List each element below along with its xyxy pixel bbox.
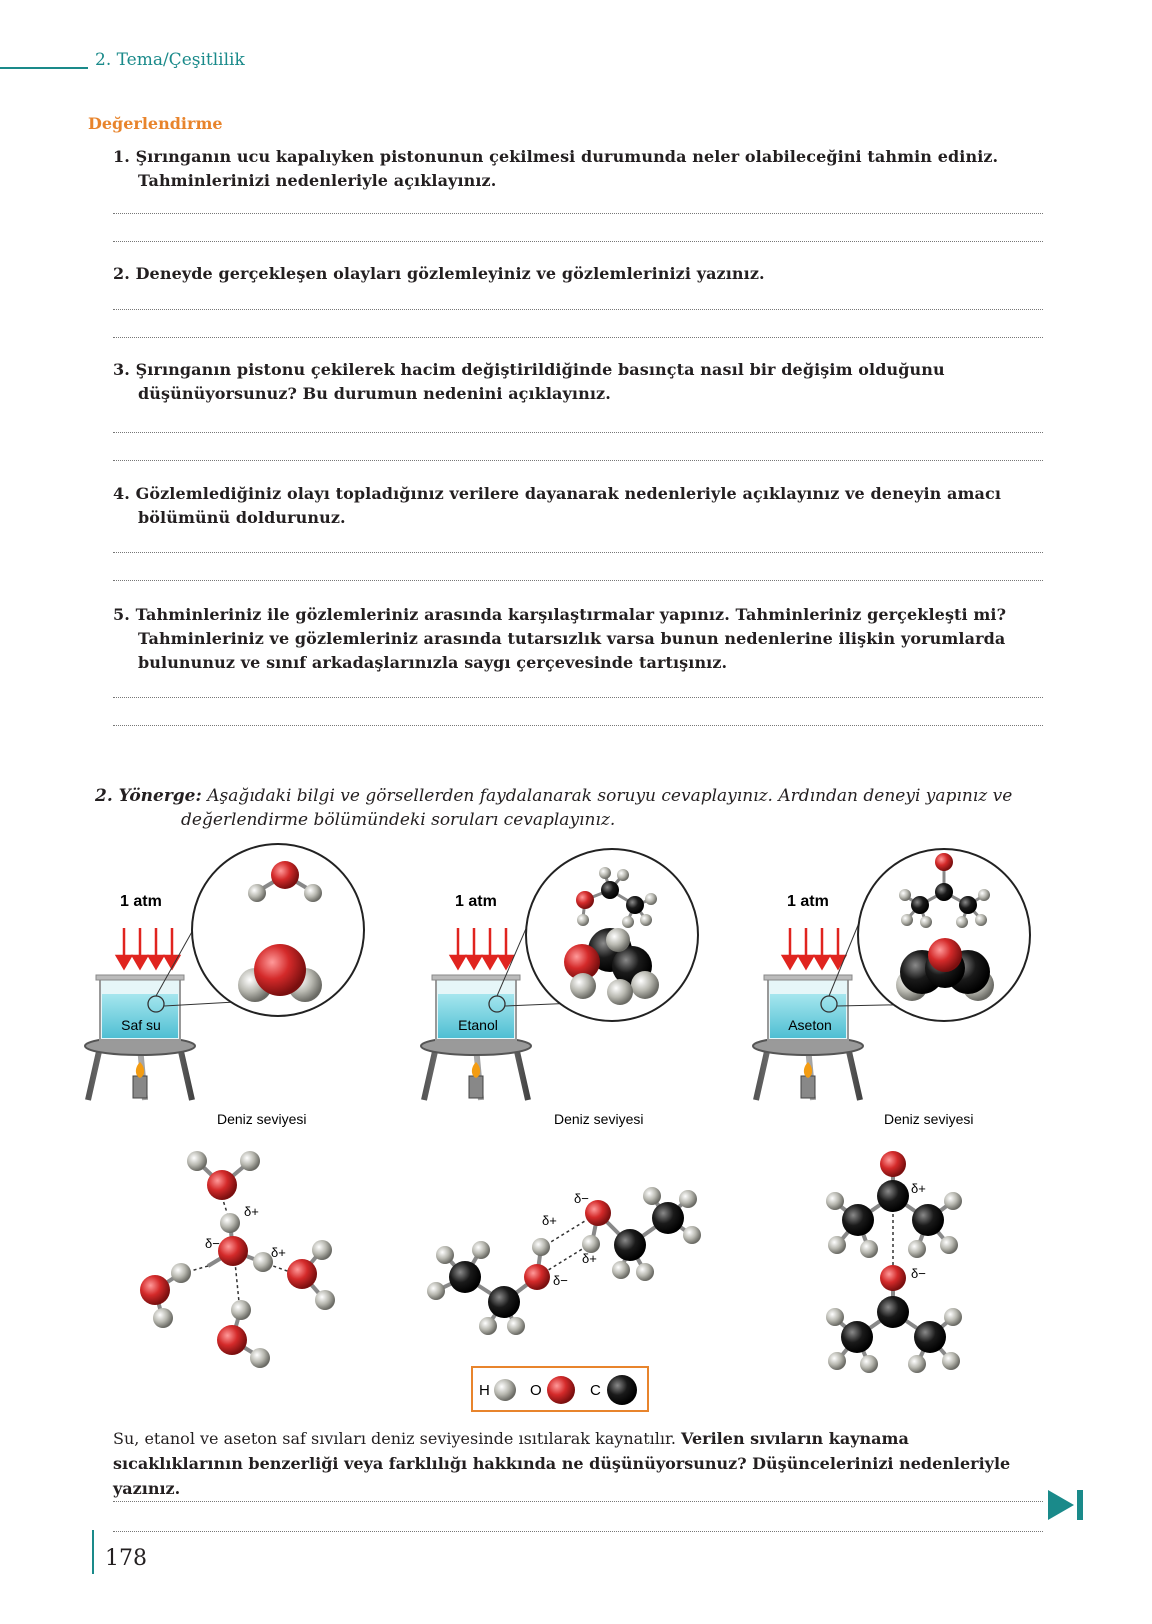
question-text: Şırınganın pistonu çekilerek hacim değiştirildiğinde basınçta nasıl bir değişim olduğunu düşünüyorsunuz? Bu durumun nedenini açıklayınız.	[135, 360, 945, 403]
sea-level-label: Deniz seviyesi	[554, 1111, 644, 1127]
sea-level-label: Deniz seviyesi	[884, 1111, 974, 1127]
acetone-dipole-interaction	[826, 1151, 962, 1373]
question-text: Tahminleriniz ile gözlemleriniz arasında karşılaştırmalar yapınız. Tahminleriniz gerçekleşti mi? Tahminleriniz ve gözlemleriniz arasında tutarsızlık varsa bunun nedenlerine ilişkin yorumlarda bulununuz ve sınıf arkadaşlarınızla saygı çerçevesinde tartışınız.	[135, 605, 1007, 672]
page-number: 178	[105, 1546, 147, 1571]
breadcrumb: 2. Tema/Çeşitlilik	[95, 50, 245, 70]
question-text: Gözlemlediğiniz olayı topladığınız verilere dayanarak nedenleriyle açıklayınız ve deneyin amacı bölümünü doldurunuz.	[135, 484, 1002, 527]
answer-line[interactable]	[113, 432, 1043, 433]
answer-line[interactable]	[113, 460, 1043, 461]
partial-charge: δ−	[205, 1236, 220, 1251]
question-4	[88, 482, 1048, 530]
yonerge-label: 2. Yönerge:	[95, 786, 202, 806]
question-5	[88, 603, 1048, 675]
liquid-label: Aseton	[788, 1017, 832, 1033]
yonerge-line-2: değerlendirme bölümündeki soruları cevaplayınız.	[181, 810, 616, 830]
ethanol-hydrogen-bonding	[427, 1187, 701, 1335]
partial-charge: δ−	[574, 1191, 589, 1206]
boiling-question-bold: Verilen sıvıların kaynama sıcaklıklarının benzerliği veya farklılığı hakkında ne düşünüyorsunuz? Düşüncelerinizi nedenleriyle yazınız.	[113, 1429, 1011, 1498]
answer-line[interactable]	[113, 241, 1043, 242]
question-2	[88, 262, 1048, 286]
partial-charge: δ−	[553, 1273, 568, 1288]
question-number: 2.	[113, 264, 130, 283]
setup-aseton	[753, 849, 1030, 1127]
partial-charge: δ−	[911, 1266, 926, 1281]
answer-line[interactable]	[113, 725, 1043, 726]
header-rule	[0, 67, 88, 69]
question-text: Şırınganın ucu kapalıyken pistonunun çekilmesi durumunda neler olabileceğini tahmin ediniz. Tahminlerinizi nedenleriyle açıklayınız.	[135, 147, 999, 190]
legend-o-swatch	[547, 1376, 575, 1404]
legend-c-swatch	[607, 1375, 637, 1405]
legend-h-label: H	[479, 1382, 490, 1399]
question-number: 4.	[113, 484, 130, 503]
question-number: 1.	[113, 147, 130, 166]
water-hydrogen-bonding	[140, 1151, 335, 1368]
partial-charge: δ+	[244, 1204, 259, 1219]
setup-etanol	[421, 849, 698, 1127]
section-title: Değerlendirme	[88, 114, 223, 133]
answer-line[interactable]	[113, 697, 1043, 698]
legend-h-swatch	[494, 1379, 516, 1401]
pressure-arrows	[451, 928, 513, 968]
answer-line[interactable]	[113, 552, 1043, 553]
question-3	[88, 358, 1048, 406]
pressure-label: 1 atm	[120, 893, 162, 910]
legend-o-label: O	[530, 1382, 542, 1399]
answer-line[interactable]	[113, 580, 1043, 581]
atom-legend	[472, 1367, 648, 1411]
answer-line[interactable]	[113, 1531, 1043, 1532]
yonerge-line-1: Aşağıdaki bilgi ve görsellerden faydalanarak soruyu cevaplayınız. Ardından deneyi yapınız ve	[207, 786, 1013, 806]
pressure-arrows	[783, 928, 845, 968]
boiling-figure	[0, 810, 1152, 1415]
liquid-label: Saf su	[121, 1017, 161, 1033]
next-page-icon[interactable]	[1048, 1488, 1088, 1522]
liquid-label: Etanol	[458, 1017, 498, 1033]
legend-c-label: C	[590, 1382, 601, 1399]
answer-line[interactable]	[113, 213, 1043, 214]
answer-line[interactable]	[113, 309, 1043, 310]
boiling-question	[113, 1426, 1043, 1501]
pressure-arrows	[117, 928, 179, 968]
question-number: 3.	[113, 360, 130, 379]
page-number-rule	[92, 1530, 94, 1574]
setup-saf-su	[85, 844, 364, 1127]
partial-charge: δ+	[542, 1213, 557, 1228]
boiling-question-intro: Su, etanol ve aseton saf sıvıları deniz seviyesinde ısıtılarak kaynatılır.	[113, 1429, 676, 1448]
sea-level-label: Deniz seviyesi	[217, 1111, 307, 1127]
pressure-label: 1 atm	[787, 893, 829, 910]
question-1	[88, 145, 1048, 193]
partial-charge: δ+	[271, 1245, 286, 1260]
question-number: 5.	[113, 605, 130, 624]
pressure-label: 1 atm	[455, 893, 497, 910]
question-text: Deneyde gerçekleşen olayları gözlemleyiniz ve gözlemlerinizi yazınız.	[135, 264, 765, 283]
partial-charge: δ+	[911, 1181, 926, 1196]
answer-line[interactable]	[113, 337, 1043, 338]
answer-line[interactable]	[113, 1501, 1043, 1502]
partial-charge: δ+	[582, 1251, 597, 1266]
